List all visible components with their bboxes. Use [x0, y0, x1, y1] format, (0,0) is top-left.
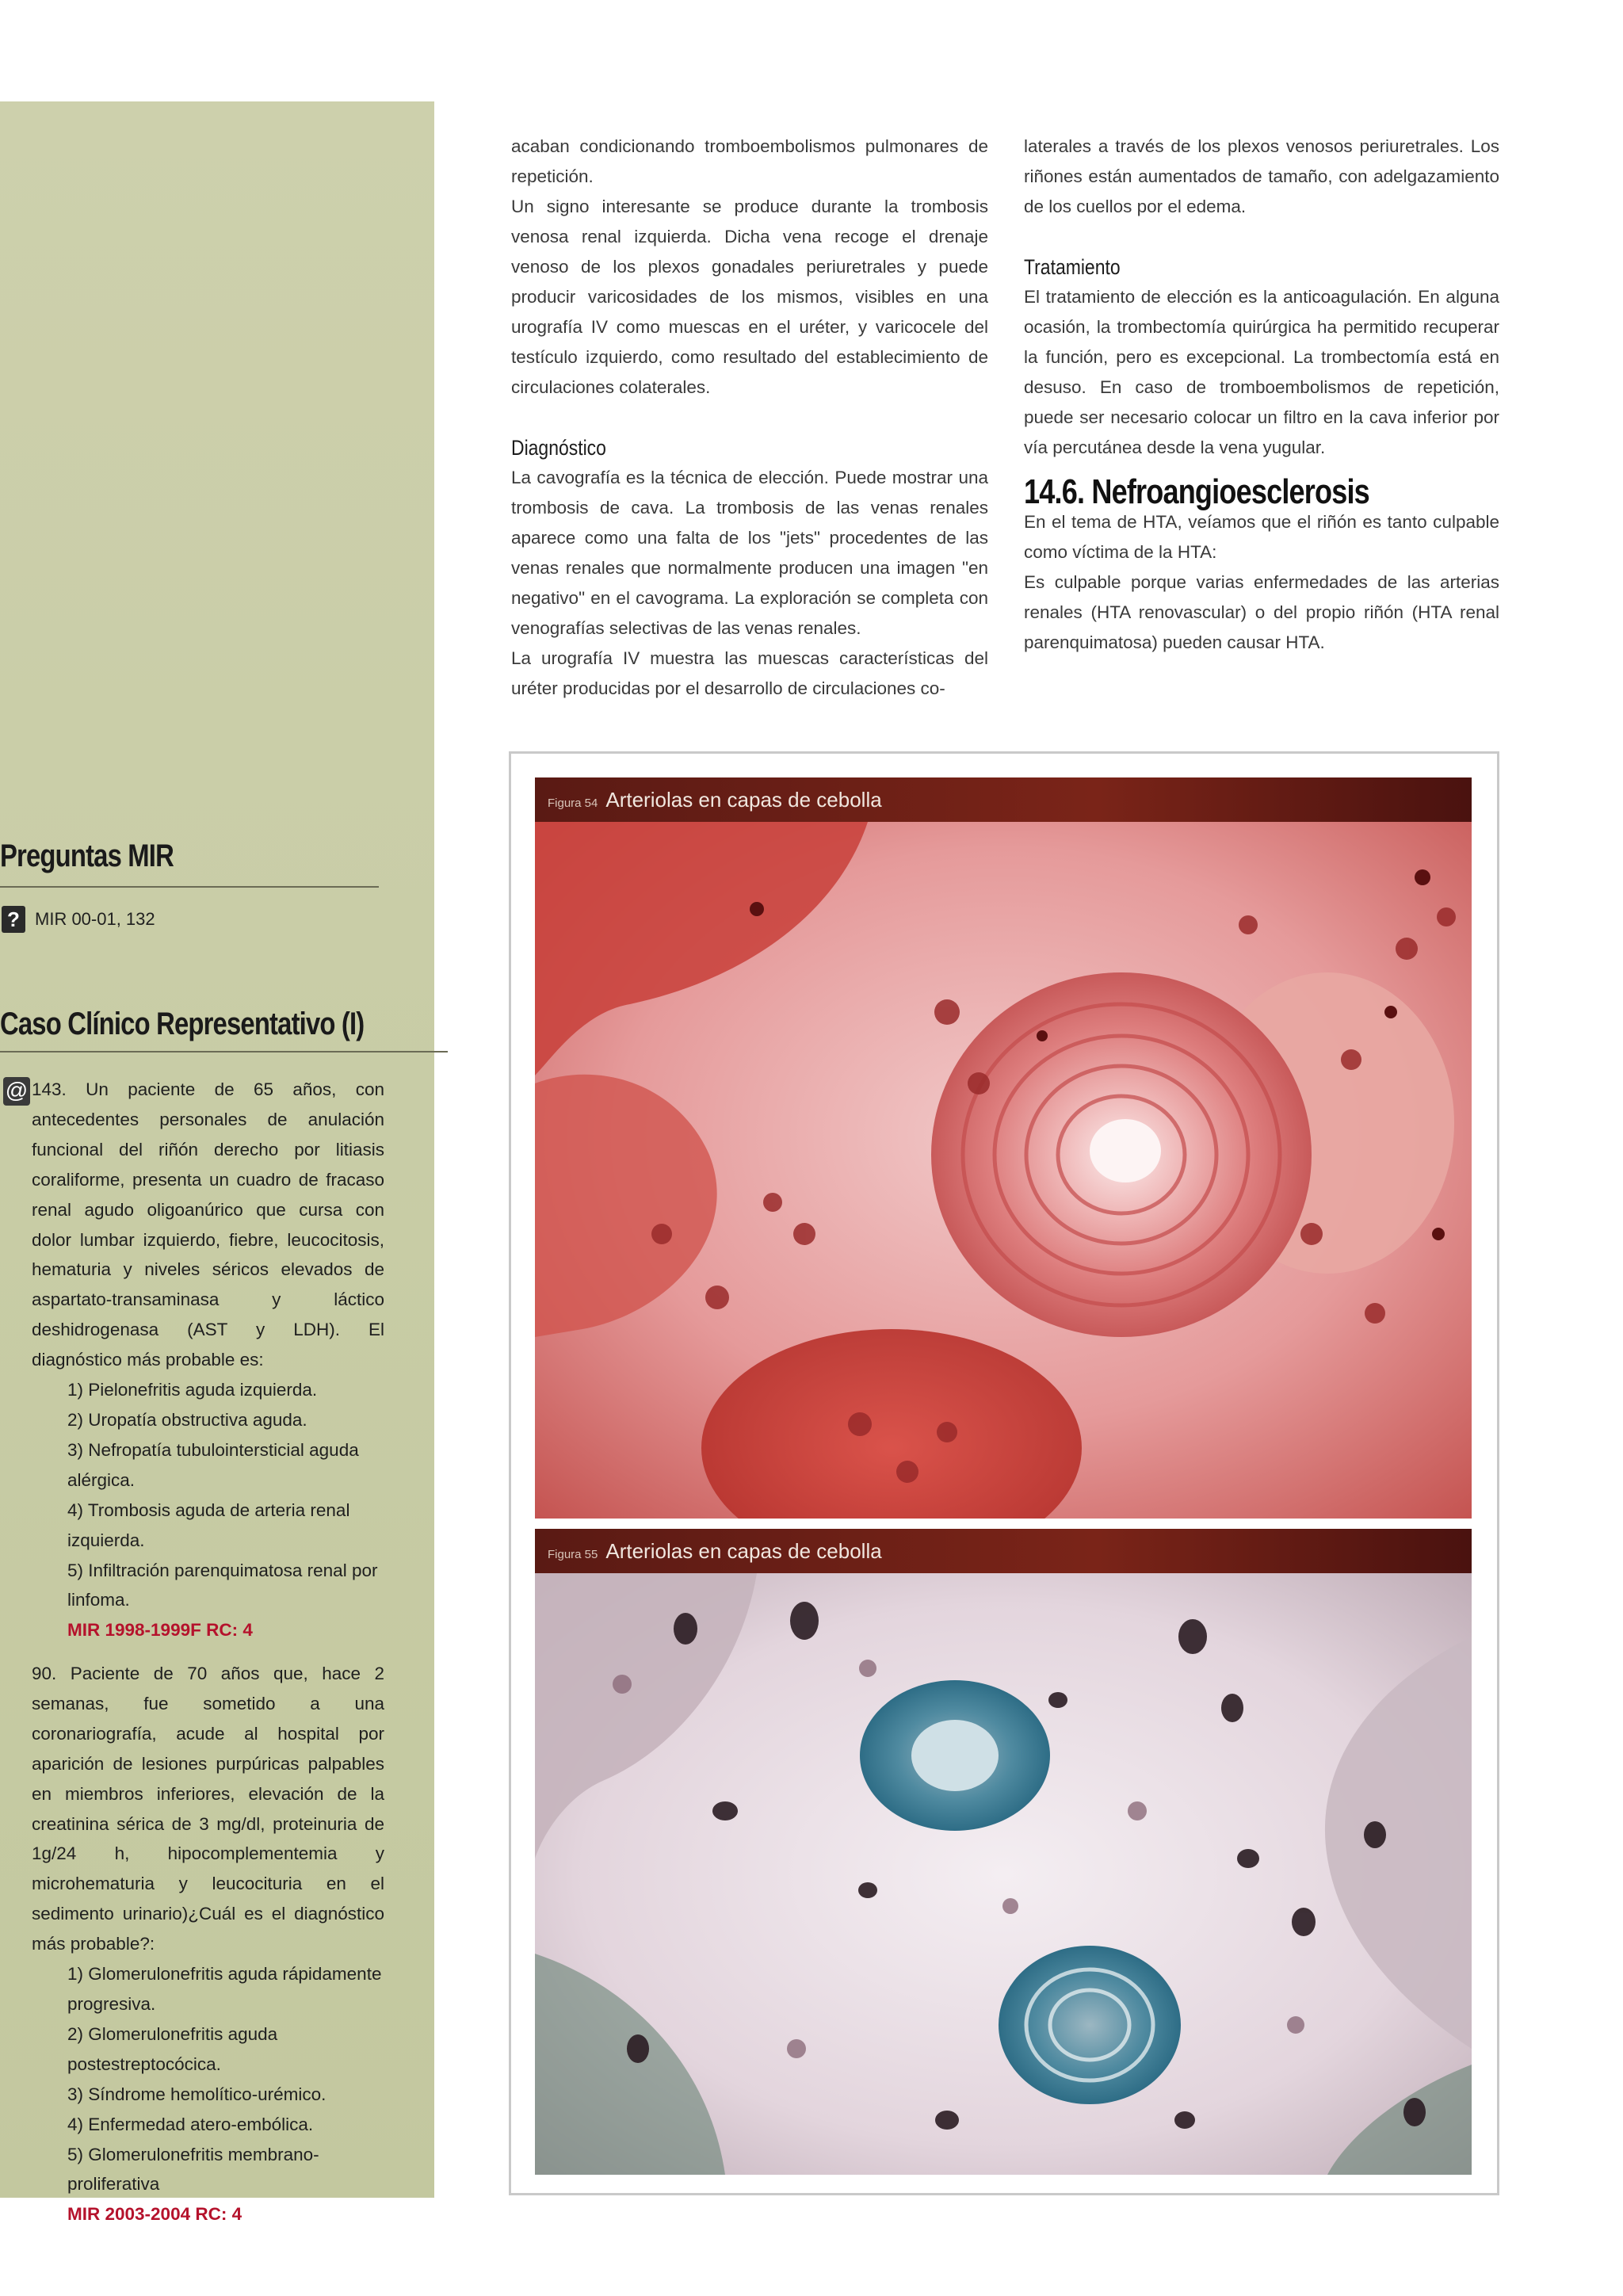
- case-stem: 143. Un paciente de 65 años, con antecedentes personales de anulación funcional del riñón derecho por litiasis coraliforme, presenta un cuadro de fracaso renal agudo oligoanúrico que cursa con dolor lumbar izquierdo, fiebre, leucocitosis, hematuria y niveles séricos elevados de aspartato-transaminasa y láctico deshidrogenasa (AST y LDH). El diagnóstico más probable es:: [32, 1079, 384, 1370]
- answer-option: 5) Infiltración parenquimatosa renal por linfoma.: [67, 1560, 378, 1610]
- question-icon: ?: [2, 906, 25, 933]
- paragraph: acaban condicionando tromboembolismos pulmonares de repetición.: [511, 136, 988, 186]
- heading-diagnostico: Diagnóstico: [511, 436, 606, 460]
- answer-option: 2) Uropatía obstructiva aguda.: [67, 1409, 307, 1430]
- preguntas-mir-title: Preguntas MIR: [0, 839, 174, 873]
- sidebar: [0, 101, 434, 2225]
- case-stem: 90. Paciente de 70 años que, hace 2 semanas, fue sometido a una coronariografía, acude al hospital por aparición de lesiones purpúricas palpables en miembros inferiores, elevación de la creatinina sérica de 3 mg/dl, proteinuria de 1g/24 h, hipocomplementemia y microhematuria y leucocituria en el sedimento urinario)¿Cuál es el diagnóstico más probable?:: [32, 1664, 384, 1954]
- answer-option: 4) Trombosis aguda de arteria renal izquierda.: [67, 1499, 350, 1550]
- histology-image-blue: [535, 1573, 1472, 2175]
- answer-option: 4) Enfermedad atero-embólica.: [67, 2114, 314, 2134]
- figure-54: [535, 777, 1472, 1519]
- histology-image-red: [535, 822, 1472, 1519]
- answer-option: 1) Glomerulonefritis aguda rápidamente progresiva.: [67, 1964, 382, 2014]
- figure-number: Figura 54: [548, 797, 598, 810]
- divider: [0, 886, 379, 888]
- answer-ref: MIR 2003-2004 RC: 4: [67, 2204, 242, 2225]
- figure-caption-text: Arteriolas en capas de cebolla: [605, 788, 882, 812]
- figure-number: Figura 55: [548, 1548, 598, 1561]
- answer-option: 5) Glomerulonefritis membrano-proliferativa: [67, 2144, 319, 2195]
- clinical-case-1: [32, 1075, 384, 1645]
- text-column-left: [511, 132, 988, 704]
- figure-caption-text: Arteriolas en capas de cebolla: [605, 1539, 882, 1563]
- paragraph: La urografía IV muestra las muescas características del uréter producidas por el desarrollo de circulaciones co-: [511, 648, 988, 698]
- text-column-right: [1024, 132, 1499, 658]
- paragraph: Es culpable porque varias enfermedades de las arterias renales (HTA renovascular) o del propio riñón (HTA renal parenquimatosa) pueden causar HTA.: [1024, 572, 1499, 652]
- heading-tratamiento: Tratamiento: [1024, 255, 1121, 279]
- figure-caption: [535, 777, 1472, 822]
- preguntas-ref: MIR 00-01, 132: [35, 909, 155, 929]
- section-title: 14.6. Nefroangioesclerosis: [1024, 472, 1369, 511]
- answer-ref: MIR 1998-1999F RC: 4: [67, 1620, 253, 1641]
- answer-option: 3) Nefropatía tubulointersticial aguda alérgica.: [67, 1439, 359, 1490]
- paragraph: En el tema de HTA, veíamos que el riñón es tanto culpable como víctima de la HTA:: [1024, 512, 1499, 562]
- divider: [0, 1051, 448, 1052]
- answer-option: 3) Síndrome hemolítico-urémico.: [67, 2084, 327, 2104]
- caso-clinico-title: Caso Clínico Representativo (I): [0, 1007, 365, 1041]
- figure-panel: [509, 751, 1499, 2195]
- paragraph: El tratamiento de elección es la anticoagulación. En alguna ocasión, la trombectomía quirúrgica ha permitido recuperar la función, pero es excepcional. La trombectomía está en desuso. En caso de tromboembolismos de repetición, puede ser necesario colocar un filtro en la cava inferior por vía percutánea desde la vena yugular.: [1024, 287, 1499, 457]
- paragraph: La cavografía es la técnica de elección. Puede mostrar una trombosis de cava. La trombosis de las venas renales aparece como una falta de los "jets" procedentes de las venas renales que normalmente producen una imagen "en negativo" en el cavograma. La exploración se completa con venografías selectivas de las venas renales.: [511, 468, 988, 638]
- answer-option: 2) Glomerulonefritis aguda postestreptocócica.: [67, 2023, 278, 2074]
- paragraph: laterales a través de los plexos venosos periuretrales. Los riñones están aumentados de tamaño, con adelgazamiento de los cuellos por el edema.: [1024, 136, 1499, 216]
- answer-option: 1) Pielonefritis aguda izquierda.: [67, 1380, 318, 1400]
- figure-55: [535, 1529, 1472, 2175]
- paragraph: Un signo interesante se produce durante la trombosis venosa renal izquierda. Dicha vena recoge el drenaje venoso de los plexos gonadales periuretrales y puede producir varicosidades de los mismos, visibles en una urografía IV como muescas en el uréter, y varicocele del testículo izquierdo, como resultado del establecimiento de circulaciones colaterales.: [511, 197, 988, 397]
- clinical-case-2: [32, 1659, 384, 2229]
- figure-caption: [535, 1529, 1472, 1573]
- at-icon: @: [3, 1077, 30, 1106]
